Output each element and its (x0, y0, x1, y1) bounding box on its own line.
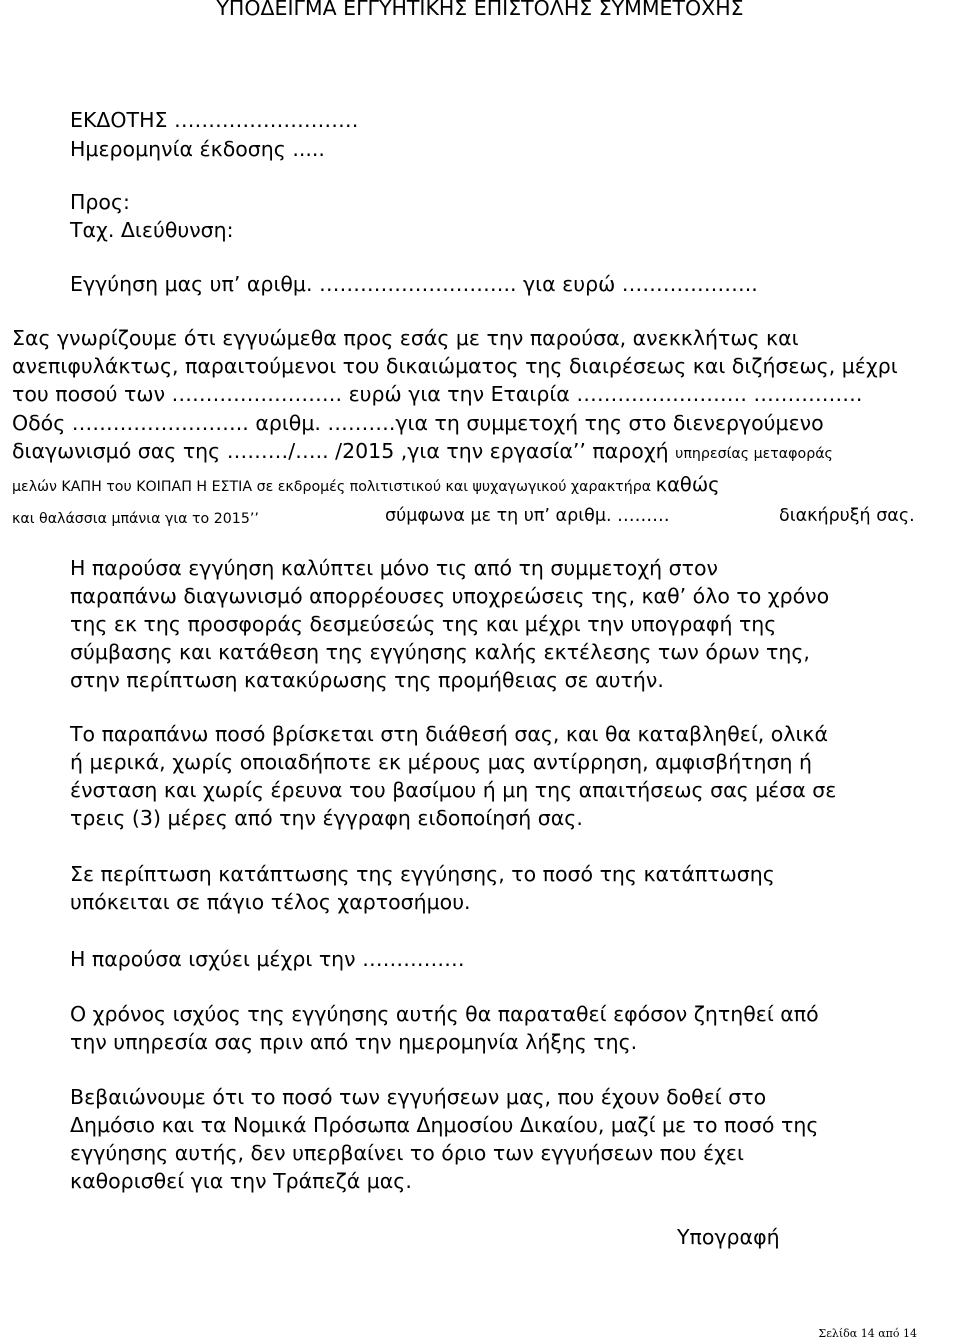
paragraph1-line7-small: και θαλάσσια μπάνια για το 2015’’ (12, 511, 259, 527)
document-title: ΥΠΟΔΕΙΓΜΑ ΕΓΓΥΗΤΙΚΗΣ ΕΠΙΣΤΟΛΗΣ ΣΥΜΜΕΤΟΧΗΣ (216, 0, 744, 20)
paragraph7-line: Δημόσιο και τα Νομικά Πρόσωπα Δημοσίου Δικαίου, μαζί με το ποσό της (70, 1113, 819, 1137)
paragraph-4 (70, 860, 775, 916)
paragraph2-line: σύμβασης και κατάθεση της εγγύησης καλής εκτέλεσης των όρων της, (70, 640, 810, 664)
paragraph1-line2: ανεπιφυλάκτως, παραιτούμενοι του δικαιώματος της διαιρέσεως και διζήσεως, μέχρι (12, 354, 898, 378)
paragraph1-line4: Οδός …………………….. αριθμ. ……….για τη συμμετοχή της στο διενεργούμενο (12, 411, 824, 435)
signature-label: Υπογραφή (677, 1225, 780, 1249)
paragraph6-line: την υπηρεσία σας πριν από την ημερομηνία λήξης της. (70, 1030, 638, 1054)
issue-date-line: Ημερομηνία έκδοσης ..... (70, 137, 325, 161)
paragraph-7 (70, 1083, 818, 1195)
paragraph5-line: Η παρούσα ισχύει μέχρι την …………… (70, 947, 465, 971)
paragraph1-line7 (12, 502, 915, 533)
paragraph2-line: στην περίπτωση κατακύρωσης της προμήθειας σε αυτήν. (70, 668, 664, 692)
guarantee-reference: Εγγύηση μας υπ’ αριθμ. ……………………….. για ευρώ ……………….. (70, 272, 758, 296)
paragraph3-line: τρεις (3) μέρες από την έγγραφη ειδοποίησή σας. (70, 806, 583, 830)
paragraph1-line3: του ποσού των ……………………. ευρώ για την Εταιρία ……………………. ……………. (12, 382, 863, 406)
paragraph1-line7-ref: σύμφωνα με τη υπ’ αριθμ. ……… (385, 506, 670, 526)
paragraph2-line: Η παρούσα εγγύηση καλύπτει μόνο τις από τη συμμετοχή στον (70, 556, 719, 580)
paragraph4-line: υπόκειται σε πάγιο τέλος χαρτοσήμου. (70, 890, 471, 914)
paragraph3-line: ένσταση και χωρίς έρευνα του βασίμου ή μη της απαιτήσεως σας μέσα σε (70, 778, 837, 802)
paragraph1-line6 (12, 470, 720, 501)
paragraph7-line: Βεβαιώνουμε ότι το ποσό των εγγυήσεων μας, που έχουν δοθεί στο (70, 1085, 767, 1109)
paragraph1-line6-small: μελών ΚΑΠΗ του ΚΟΙΠΑΠ Η ΕΣΤΙΑ σε εκδρομές πολιτιστικού και ψυχαγωγικού χαρακτήρα (12, 479, 656, 495)
postal-address-label: Ταχ. Διεύθυνση: (70, 218, 234, 242)
paragraph-5 (70, 945, 465, 973)
paragraph1-line5-small: υπηρεσίας μεταφοράς (675, 446, 833, 462)
paragraph6-line: Ο χρόνος ισχύος της εγγύησης αυτής θα παραταθεί εφόσον ζητηθεί από (70, 1002, 819, 1026)
paragraph-3 (70, 720, 836, 832)
paragraph1-line6-large: καθώς (655, 473, 720, 496)
paragraph-6 (70, 1000, 819, 1056)
paragraph1-line1: Σας γνωρίζουμε ότι εγγυώμεθα προς εσάς με την παρούσα, ανεκκλήτως και (12, 326, 799, 350)
paragraph7-line: εγγύησης αυτής, δεν υπερβαίνει το όριο των εγγυήσεων που έχει (70, 1141, 744, 1165)
paragraph1-line5-main: διαγωνισμό σας της ………/….. /2015 ,για την εργασία’’ παροχή (12, 439, 676, 463)
issuer-line: ΕΚΔΟΤΗΣ ……………………… (70, 108, 359, 132)
paragraph1-line5 (12, 437, 833, 468)
paragraph1-line7-end: διακήρυξή σας. (779, 506, 915, 526)
paragraph2-line: παραπάνω διαγωνισμό απορρέουσες υποχρεώσεις της, καθ’ όλο το χρόνο (70, 584, 830, 608)
recipient-label: Προς: (70, 190, 130, 214)
paragraph7-line: καθορισθεί για την Τράπεζά μας. (70, 1169, 412, 1193)
paragraph2-line: της εκ της προσφοράς δεσμεύσεώς της και μέχρι την υπογραφή της (70, 612, 777, 636)
paragraph-2 (70, 554, 829, 694)
paragraph3-line: Το παραπάνω ποσό βρίσκεται στη διάθεσή σας, και θα καταβληθεί, ολικά (70, 722, 828, 746)
paragraph3-line: ή μερικά, χωρίς οποιαδήποτε εκ μέρους μας αντίρρηση, αμφισβήτηση ή (70, 750, 813, 774)
paragraph4-line: Σε περίπτωση κατάπτωσης της εγγύησης, το ποσό της κατάπτωσης (70, 862, 775, 886)
page-number-footer: Σελίδα 14 από 14 (818, 1327, 917, 1340)
